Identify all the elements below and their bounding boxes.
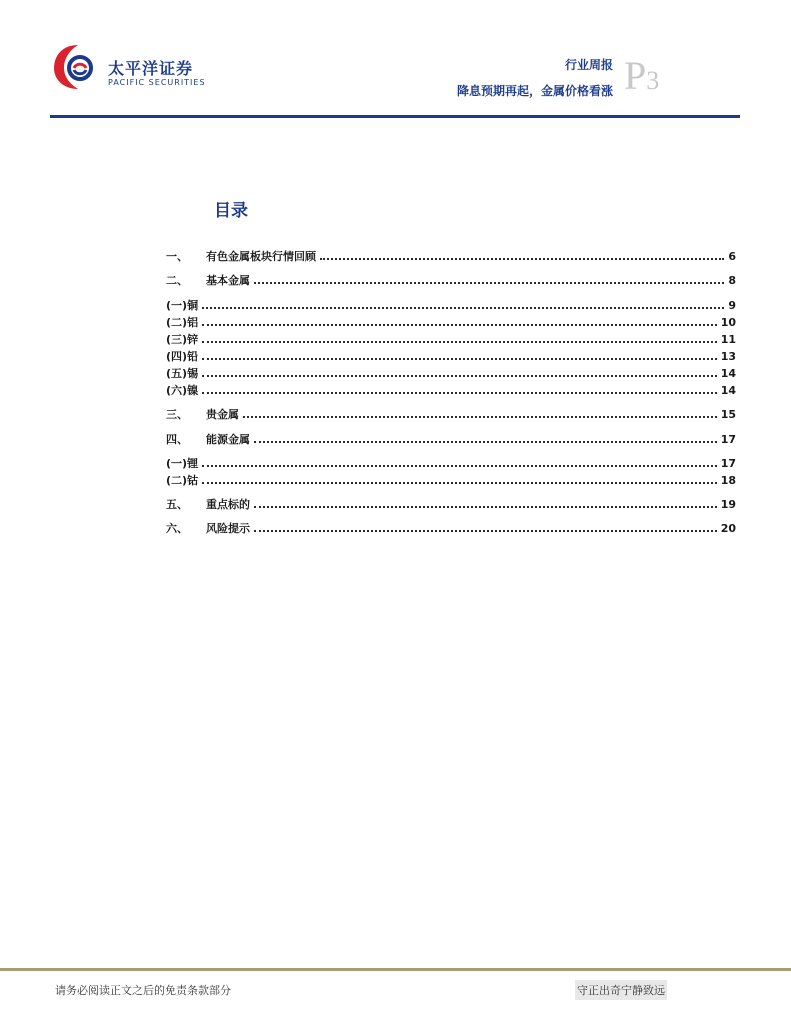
toc-entry[interactable]: [166, 496, 736, 512]
toc-entry-label: 基本金属: [206, 274, 250, 287]
toc-entry[interactable]: [166, 331, 736, 347]
report-title: 降息预期再起，金属价格看涨: [456, 84, 613, 98]
toc-leader-dots: [202, 349, 717, 360]
toc-entry-number: 二、: [166, 274, 188, 287]
toc-entry-page: 14: [720, 384, 736, 397]
toc-entry-number: (六): [166, 384, 188, 397]
page-letter: P: [624, 53, 647, 98]
toc-leader-dots: [243, 407, 717, 418]
toc-leader-dots: [202, 315, 717, 326]
toc-entry-number: 四、: [166, 433, 188, 446]
toc-entry[interactable]: [166, 348, 736, 364]
toc-leader-dots: [254, 521, 717, 532]
toc-entry-number: (三): [166, 333, 188, 346]
toc-leader-dots: [202, 473, 717, 484]
toc-entry-page: 14: [720, 367, 736, 380]
toc-entry-page: 8: [728, 274, 736, 287]
toc-entry-page: 13: [720, 350, 736, 363]
toc-entry-number: (一): [166, 299, 188, 312]
toc-entry-label: 有色金属板块行情回顾: [206, 250, 316, 263]
pacific-securities-logo-icon: [50, 42, 106, 92]
toc-entry-number: (五): [166, 367, 188, 380]
toc-entry-label: 钴: [187, 474, 199, 487]
toc-entry-number: (一): [166, 457, 188, 470]
toc-entry-page: 9: [728, 299, 736, 312]
toc-entry-number: (二): [166, 316, 188, 329]
toc-leader-dots: [202, 456, 717, 467]
toc-entry-page: 15: [720, 408, 736, 421]
toc-entry-page: 17: [720, 433, 736, 446]
footer-motto: 守正出奇宁静致远: [575, 980, 667, 1000]
company-logo: [50, 42, 210, 92]
toc-entry-number: 六、: [166, 522, 188, 535]
toc-leader-dots: [254, 497, 717, 508]
toc-entry[interactable]: [166, 406, 736, 422]
toc-leader-dots: [202, 332, 717, 343]
toc-leader-dots: [254, 273, 724, 284]
toc-leader-dots: [202, 366, 717, 377]
toc-entry-label: 锂: [187, 457, 199, 470]
toc-entry-label: 能源金属: [206, 433, 250, 446]
header-divider: [50, 115, 740, 118]
toc-entry-page: 19: [720, 498, 736, 511]
brand-name-cn: 太平洋证券: [108, 59, 194, 78]
toc-entry[interactable]: [166, 455, 736, 471]
toc-entry-page: 17: [720, 457, 736, 470]
toc-entry-label: 铝: [187, 316, 199, 329]
page-number-badge: [624, 53, 660, 101]
toc-entry-number: 一、: [166, 250, 188, 263]
brand-name-en: PACIFIC SECURITIES: [108, 78, 206, 87]
toc-leader-dots: [254, 432, 717, 443]
toc-entry-label: 锡: [187, 367, 199, 380]
toc-entry-page: 6: [728, 250, 736, 263]
toc-entry-label: 铅: [187, 350, 199, 363]
toc-leader-dots: [202, 298, 724, 309]
toc-entry-label: 铜: [187, 299, 199, 312]
toc-entry-number: (四): [166, 350, 188, 363]
page-number: 3: [646, 66, 660, 95]
toc-entry[interactable]: [166, 272, 736, 288]
toc-entry-label: 镍: [187, 384, 199, 397]
footer-disclaimer: 请务必阅读正文之后的免责条款部分: [55, 984, 231, 997]
toc-leader-dots: [320, 249, 724, 260]
toc-entry-page: 10: [720, 316, 736, 329]
toc-entry[interactable]: [166, 431, 736, 447]
toc-entry-label: 重点标的: [206, 498, 250, 511]
report-type: 行业周报: [564, 58, 613, 72]
toc-entry[interactable]: [166, 382, 736, 398]
toc-entry-label: 风险提示: [206, 522, 250, 535]
toc-entry-label: 贵金属: [206, 408, 239, 421]
toc-entry[interactable]: [166, 520, 736, 536]
toc-entry-page: 11: [720, 333, 736, 346]
toc-entry[interactable]: [166, 472, 736, 488]
toc-entry-page: 20: [720, 522, 736, 535]
toc-entry[interactable]: [166, 297, 736, 313]
toc-entry-number: (二): [166, 474, 188, 487]
toc-entry-label: 锌: [187, 333, 199, 346]
toc-entry[interactable]: [166, 248, 736, 264]
toc-heading: 目录: [214, 201, 248, 221]
toc-leader-dots: [202, 383, 717, 394]
toc-entry-page: 18: [720, 474, 736, 487]
footer-divider: [0, 968, 791, 971]
toc-entry[interactable]: [166, 365, 736, 381]
toc-entry-number: 五、: [166, 498, 188, 511]
toc-entry[interactable]: [166, 314, 736, 330]
toc-entry-number: 三、: [166, 408, 188, 421]
